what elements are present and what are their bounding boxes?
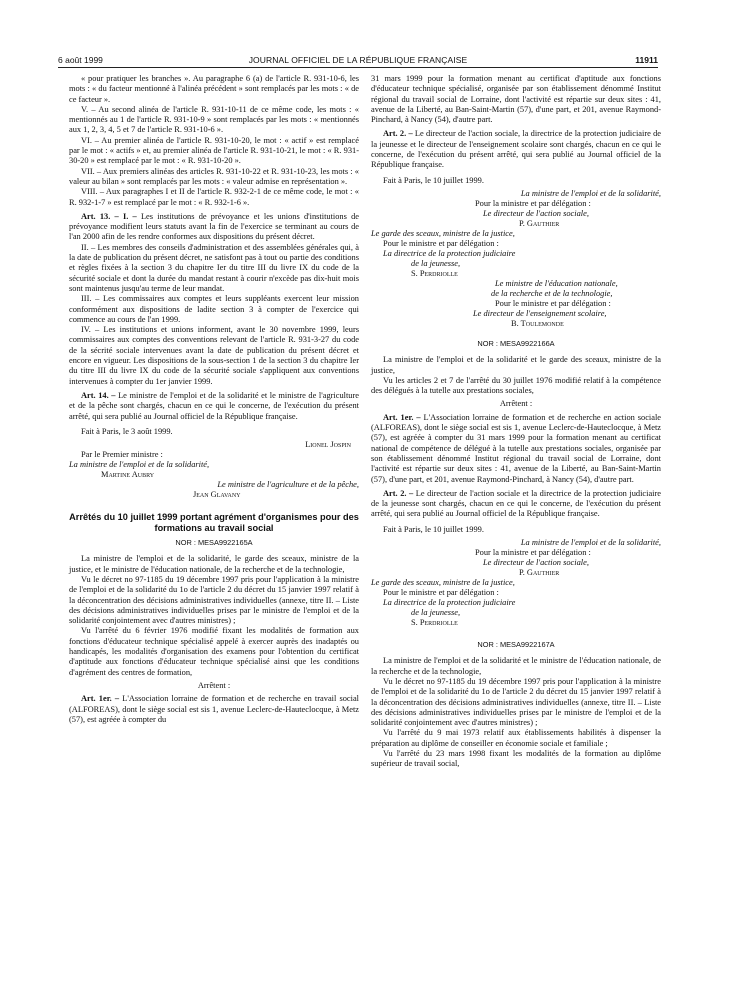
signatory-title: La directrice de la protection judiciaire [383, 598, 516, 608]
article-label: Art. 2. – [383, 488, 414, 498]
nor-reference: NOR : MESA9922167A [477, 640, 555, 650]
article-text: Le directeur de l'action sociale, la directrice de la protection judiciaire de la jeunesse et le directeur de l'enseignement scolaire sont chargés, chacun en ce qui le concerne, de l'exécution du présent arrêté, qui sera publié au Journal officiel de la République française. [371, 129, 661, 170]
signatory-name: Martine Aubry [101, 470, 155, 480]
signatory-title: de la jeunesse, [411, 258, 461, 268]
nor-reference: NOR : MESA9922166A [477, 338, 555, 348]
article-text: Le directeur de l'action sociale et la directrice de la protection judiciaire de la jeunesse sont chargés, chacun en ce qui le concerne, de l'exécution du présent arrêté, qui sera publié au Journal officiel de la République française. [371, 488, 661, 519]
header-journal-title: JOURNAL OFFICIEL DE LA RÉPUBLIQUE FRANÇAISE [248, 55, 468, 65]
signatory-name: P. Gauthier [519, 218, 560, 228]
signatory-title: Le directeur de l'enseignement scolaire, [473, 308, 607, 318]
article-label: Art. 14. – [81, 390, 116, 400]
nor-reference: NOR : MESA9922165A [175, 538, 253, 548]
signatory-name: P. Gauthier [519, 568, 560, 578]
header-page-number: 11911 [635, 55, 658, 65]
signatory-title: Pour le ministre et par délégation : [383, 588, 499, 598]
page-header [58, 54, 658, 68]
paragraph: Vu l'arrêté du 9 mai 1973 relatif aux établissements habilités à dispenser la préparation au diplôme de conseiller en économie sociale et familiale ; [371, 728, 661, 748]
header-date: 6 août 1999 [58, 55, 103, 65]
signatory-title: Pour la ministre et par délégation : [475, 198, 591, 208]
signatory-title: de la recherche et de la technologie, [491, 288, 613, 298]
signatory-title: La ministre de l'emploi et de la solidarité, [520, 188, 661, 198]
signature-block [371, 189, 661, 329]
article-14 [69, 391, 359, 422]
signatory-name: Lionel Jospin [305, 440, 351, 450]
signatory-name: S. Perdriolle [411, 618, 458, 628]
signatory-title: Le directeur de l'action sociale, [483, 208, 589, 218]
signatory-title: Par le Premier ministre : [81, 450, 163, 460]
article-text: L'Association lorraine de formation et de recherche en action sociale (ALFOREAS), dont le siège social est sis 1, avenue Leclerc-de-Hauteclocque, à Metz (57), est agréée à compter du 31 mars 1999 pour la formation menant au certificat national de compétence de délégué à la tutelle aux prestations sociales, organisée par son établissement dénommé Institut régional du travail social de Lorraine, dont l'activité est répartie sur deux sites : 41, avenue de la Liberté, au Ban-Saint-Martin (57), d'une part, et 201, avenue Raymond-Pinchard, à Nancy (54), d'autre part. [371, 412, 662, 484]
paragraph: VI. – Au premier alinéa de l'article R. 931-10-20, le mot : « actif » est remplacé par le mot : « actifs » et, au premier alinéa de l'article R. 931-10-21, le mot : « R. 931-30-20 » est remplacé par le mot : « R. 931-10-20 ». [69, 135, 359, 166]
paragraph: La ministre de l'emploi et de la solidarité, le garde des sceaux, ministre de la justice, et le ministre de l'éducation nationale, de la recherche et de la technologie, [69, 554, 359, 574]
signature-block [69, 440, 359, 500]
paragraph: Vu le décret no 97-1185 du 19 décembre 1997 pris pour l'application à la ministre de l'emploi et de la solidarité du 1o de l'article 2 du décret du 15 janvier 1997 relatif à la déconcentration des décisions administratives individuelles (annexe, titre II. – Liste des décisions administratives individuelles prises par le ministre de l'emploi et de la solidarité conjointement avec d'autres ministres) ; [69, 574, 359, 626]
signatory-title: La ministre de l'emploi et de la solidarité, [69, 460, 210, 470]
signature-date: Fait à Paris, le 3 août 1999. [81, 426, 173, 436]
paragraph: Vu l'arrêté du 23 mars 1998 fixant les modalités de la formation au diplôme supérieur de travail social, [371, 748, 661, 769]
signatory-title: de la jeunesse, [411, 608, 461, 618]
article-1 [371, 413, 661, 485]
article-label: Art. 1er. – [383, 412, 421, 422]
paragraph: III. – Les commissaires aux comptes et leurs suppléants exercent leur mission conformément aux dispositions de ladite section 3 à compter de l'exercice qui commence au cours de l'an 1999. [69, 294, 359, 324]
signature-date: Fait à Paris, le 10 juillet 1999. [383, 175, 484, 185]
paragraph: Vu le décret no 97-1185 du 19 décembre 1997 pris pour l'application à la ministre de l'emploi et de la solidarité du 1o de l'article 2 du décret du 15 janvier 1997 relatif à la déconcentration des décisions administratives individuelles (annexe, titre II. – Liste des décisions administratives individuelles prises par le ministre de l'emploi et de la solidarité conjointement avec d'autres ministres) ; [371, 676, 661, 728]
paragraph: Vu l'arrêté du 6 février 1976 modifié fixant les modalités de formation aux fonctions d'éducateur technique spécialisé appelé à exercer auprès des inadaptés ou handicapés, les modalités d'organisation des examens pour l'obtention du certificat d'aptitude aux fonctions d'éducateur technique spécialisé ainsi que les conditions d'agrément des centres de formation, [69, 626, 359, 677]
article-13 [69, 212, 359, 243]
paragraph: IV. – Les institutions et unions informent, avant le 30 novembre 1999, leurs commissaires aux comptes des conventions relevant de l'article R. 931-3-27 du code de la sécrité sociale intervenues avant la date de publication du présent décret et encore en vigueur. Les dispositions de la sous-section 1 de la section 3 du chapitre Ier du titre III du livre IX du code de la sécurité sociale s'appliquent aux conventions intervenues à compter du 1er janvier 1999. [69, 325, 359, 386]
signatory-title: La ministre de l'emploi et de la solidarité, [520, 538, 661, 548]
arretent-heading: Arrêtent : [499, 399, 533, 409]
signatory-title: Pour la ministre et par délégation : [475, 548, 591, 558]
article-text: L'Association lorraine de formation et de recherche en travail social (ALFOREAS), dont le siège social est sis 1, avenue Leclerc-de-Hauteclocque, à Metz (57), est agréée à compter du [69, 694, 360, 724]
signatory-name: B. Toulemonde [511, 318, 564, 328]
signatory-title: Le garde des sceaux, ministre de la justice, [371, 578, 515, 588]
signatory-title: Le ministre de l'agriculture et de la pêche, [217, 480, 359, 490]
article-2 [371, 489, 661, 520]
article-text: Les institutions de prévoyance et les unions d'institutions de prévoyance modifient leurs statuts avant la fin de l'exercice se terminant au cours de l'an 2000 afin de les rendre conformes aux dispositions du présent décret. [69, 211, 359, 242]
paragraph: 31 mars 1999 pour la formation menant au certificat d'aptitude aux fonctions d'éducateur technique spécialisé, organisée par son établissement dénommé Institut régional du travail social de Lorraine, dont l'activité est répartie sur deux sites : 41, avenue de la Liberté, au Ban-Saint-Martin (57), d'une part, et 201, avenue Raymond-Pinchard, à Nancy (54), d'autre part. [371, 74, 661, 125]
signatory-name: S. Perdriolle [411, 268, 458, 278]
article-2 [371, 129, 661, 170]
left-column [69, 74, 359, 725]
signatory-title: Pour le ministre et par délégation : [383, 238, 499, 248]
signature-block [371, 538, 661, 628]
article-label: Art. 13. – I. – [81, 211, 137, 221]
signatory-name: Jean Glavany [193, 490, 241, 500]
article-label: Art. 1er. – [81, 694, 120, 704]
signature-date: Fait à Paris, le 10 juillet 1999. [383, 524, 484, 534]
paragraph: V. – Au second alinéa de l'article R. 931-10-11 de ce même code, les mots : « mentionnés au 1 de l'article R. 931-10-9 » sont remplacés par les mots : « mentionnés aux 1, 2, 3, 4, 5 et 7 de l'article R. 931-10-6 ». [69, 104, 359, 135]
right-column [371, 74, 661, 770]
paragraph: VIII. – Aux paragraphes I et II de l'article R. 932-2-1 de ce même code, le mot : « R. 932-1-7 » est remplacé par le mot : « R. 932-1-6 ». [69, 187, 359, 207]
decree-title: Arrêtés du 10 juillet 1999 portant agrément d'organismes pour des formations au travail social [69, 512, 359, 534]
article-label: Art. 2. – [383, 129, 413, 139]
signatory-title: La directrice de la protection judiciaire [383, 248, 516, 258]
paragraph: « pour pratiquer les branches ». Au paragraphe 6 (a) de l'article R. 931-10-6, les mots : « du facteur mentionné à l'alinéa précédent » sont remplacés par les mots : « de ce facteur ». [69, 74, 359, 104]
article-1 [69, 694, 359, 725]
paragraph: La ministre de l'emploi et de la solidarité et le ministre de l'éducation nationale, de la recherche et de la technologie, [371, 656, 661, 676]
signatory-title: Pour le ministre et par délégation : [495, 298, 611, 308]
paragraph: La ministre de l'emploi et de la solidarité et le garde des sceaux, ministre de la justice, [371, 355, 661, 375]
article-text: Le ministre de l'emploi et de la solidarité et le ministre de l'agriculture et de la pêche sont chargés, chacun en ce qui le concerne, de l'exécution du présent arrêté, qui sera publié au Journal officiel de la République française. [69, 390, 360, 421]
arretent-heading: Arrêtent : [197, 680, 231, 690]
paragraph: VII. – Aux premiers alinéas des articles R. 931-10-22 et R. 931-10-23, les mots : « valeur au bilan » sont remplacés par les mots : « valeur admise en représentation ». [69, 166, 359, 186]
paragraph: Vu les articles 2 et 7 de l'arrêté du 30 juillet 1976 modifié relatif à la compétence des délégués à la tutelle aux prestations sociales, [371, 375, 661, 396]
paragraph: II. – Les membres des conseils d'administration et des assemblées générales qui, à la date de publication du présent décret, ne satisfont pas à tout ou partie des conditions et règles fixées à la section 3 du chapitre Ier du titre III du livre IX du code de la sécurité sociale et dont la durée du mandat restant à courir n'excède pas dix-huit mois sont maintenus jusqu'au terme de leur mandat. [69, 242, 359, 293]
signatory-title: Le directeur de l'action sociale, [483, 558, 589, 568]
signatory-title: Le ministre de l'éducation nationale, [495, 278, 618, 288]
signatory-title: Le garde des sceaux, ministre de la justice, [371, 228, 515, 238]
